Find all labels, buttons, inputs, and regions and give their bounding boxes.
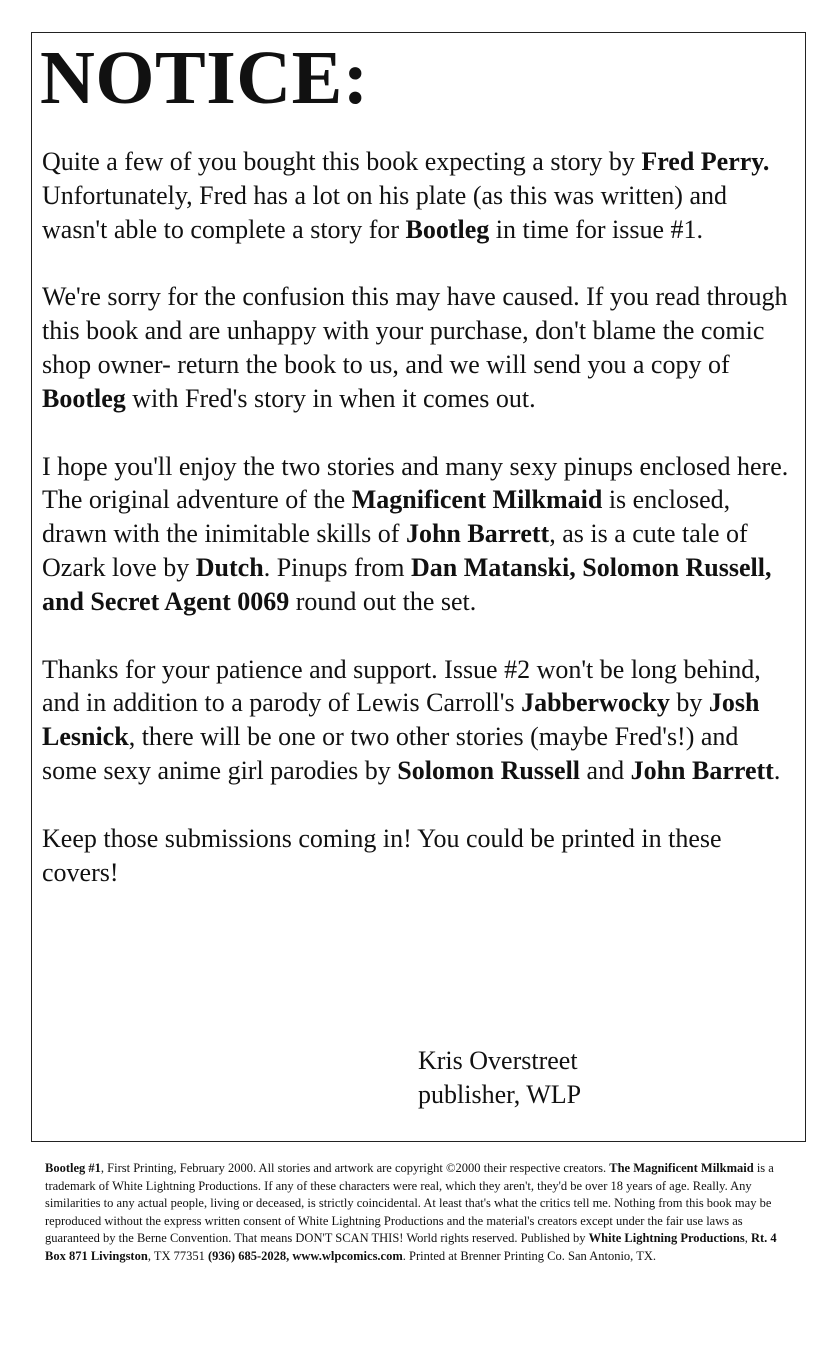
notice-box <box>31 32 806 1142</box>
paragraph-submissions: Keep those submissions coming in! You could be printed in these covers! <box>42 823 722 887</box>
paragraph-fred-perry: Quite a few of you bought this book expecting a story by Fred Perry. Unfortunately, Fred has a lot on his plate (as this was written) and wasn't able to complete a story for Bootleg in time for issue #1. <box>42 147 770 244</box>
paragraph-apology: We're sorry for the confusion this may have caused. If you read through this book and are unhappy with your purchase, don't blame the comic shop owner- return the book to us, and we will send you a copy of Bootleg with Fred's story in when it comes out. <box>42 282 788 413</box>
signature-name: Kris Overstreet <box>418 1046 578 1075</box>
notice-body <box>42 145 797 923</box>
paragraph-issue-2: Thanks for your patience and support. Issue #2 won't be long behind, and in addition to a parody of Lewis Carroll's Jabberwocky by Josh Lesnick, there will be one or two other stories (maybe Fred's!) and some sexy anime girl parodies by Solomon Russell and John Barrett. <box>42 654 781 785</box>
signature-role: publisher, WLP <box>418 1080 582 1109</box>
fine-print: Bootleg #1, First Printing, February 2000. All stories and artwork are copyright ©2000 their respective creators. The Magnificent Milkmaid is a trademark of White Lightning Productions. If any of these characters were real, which they aren't, they'd be over 18 years of age. Really. Any similarities to any actual people, living or deceased, is strictly coincidental. At least that's what the critics tell me. Nothing from this book may be reproduced without the express written consent of White Lightning Productions and the material's creators except under the fair use laws as guaranteed by the Berne Convention. That means DON'T SCAN THIS! World rights reserved. Published by White Lightning Productions, Rt. 4 Box 871 Livingston, TX 77351 (936) 685-2028, www.wlpcomics.com. Printed at Brenner Printing Co. San Antonio, TX. <box>45 1161 777 1263</box>
paragraph-contents: I hope you'll enjoy the two stories and many sexy pinups enclosed here. The original adventure of the Magnificent Milkmaid is enclosed, drawn with the inimitable skills of John Barrett, as is a cute tale of Ozark love by Dutch. Pinups from Dan Matanski, Solomon Russell, and Secret Agent 0069 round out the set. <box>42 451 789 616</box>
notice-title: NOTICE: <box>40 36 369 120</box>
signature <box>418 1044 581 1112</box>
